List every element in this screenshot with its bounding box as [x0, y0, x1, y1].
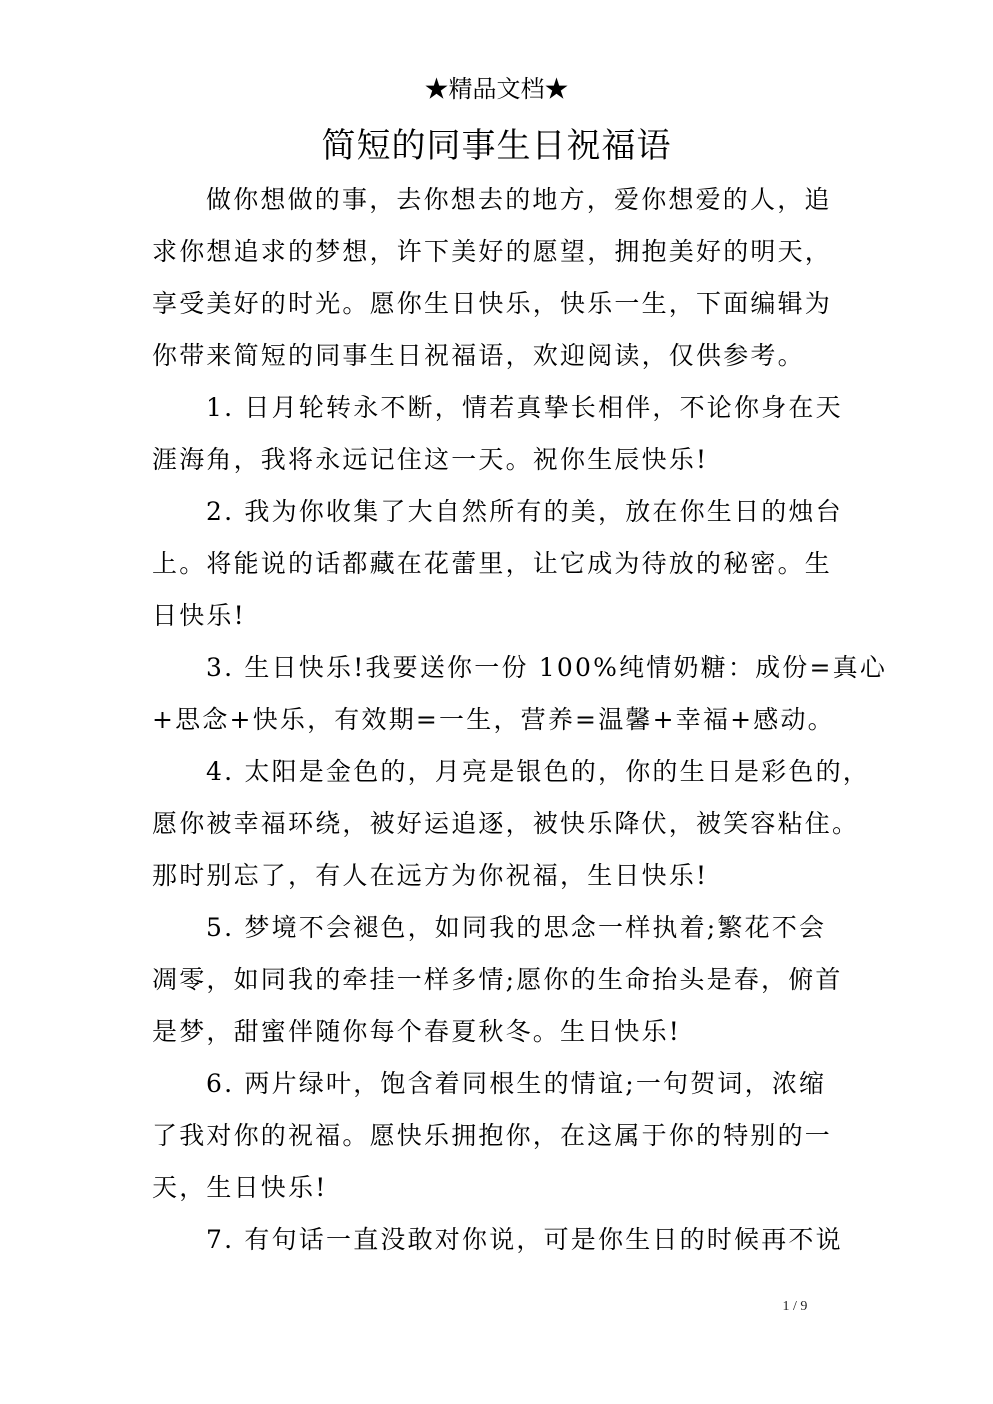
wish-1-line-1: 1. 日月轮转永不断，情若真挚长相伴，不论你身在天: [206, 393, 843, 422]
wish-6-line-2: 了我对你的祝福。愿快乐拥抱你，在这属于你的特别的一: [152, 1121, 833, 1150]
wish-3-line-1: 3. 生日快乐!我要送你一份 100%纯情奶糖：成份=真心: [206, 653, 888, 682]
wish-2-line-3: 日快乐!: [152, 601, 246, 630]
wish-1-line-2: 涯海角，我将永远记住这一天。祝你生辰快乐!: [152, 445, 709, 474]
wish-3-line-2: +思念+快乐，有效期=一生，营养=温馨+幸福+感动。: [152, 705, 835, 734]
page-title: 简短的同事生日祝福语: [321, 126, 672, 166]
wish-4-line-3: 那时别忘了，有人在远方为你祝福，生日快乐!: [152, 861, 709, 890]
wish-2-line-2: 上。将能说的话都藏在花蕾里，让它成为待放的秘密。生: [152, 549, 833, 578]
intro-line-3: 享受美好的时光。愿你生日快乐，快乐一生，下面编辑为: [152, 289, 833, 318]
header-mark: ★精品文档★: [424, 75, 569, 103]
intro-line-1: 做你想做的事，去你想去的地方，爱你想爱的人，追: [206, 185, 832, 214]
wish-6-line-3: 天，生日快乐!: [152, 1173, 328, 1202]
wish-5-line-2: 凋零，如同我的牵挂一样多情;愿你的生命抬头是春，俯首: [152, 965, 843, 994]
wish-7-line-1: 7. 有句话一直没敢对你说，可是你生日的时候再不说: [206, 1225, 843, 1254]
wish-5-line-3: 是梦，甜蜜伴随你每个春夏秋冬。生日快乐!: [152, 1017, 682, 1046]
intro-line-4: 你带来简短的同事生日祝福语，欢迎阅读，仅供参考。: [152, 341, 805, 370]
wish-5-line-1: 5. 梦境不会褪色，如同我的思念一样执着;繁花不会: [206, 913, 827, 942]
intro-line-2: 求你想追求的梦想，许下美好的愿望，拥抱美好的明天，: [152, 237, 833, 266]
wish-6-line-1: 6. 两片绿叶，饱含着同根生的情谊;一句贺词，浓缩: [206, 1069, 827, 1098]
page-number: 1 / 9: [782, 1299, 808, 1314]
wish-2-line-1: 2. 我为你收集了大自然所有的美，放在你生日的烛台: [206, 497, 843, 526]
wish-4-line-2: 愿你被幸福环绕，被好运追逐，被快乐降伏，被笑容粘住。: [152, 809, 860, 838]
document-body: [152, 180, 888, 1272]
wish-4-line-1: 4. 太阳是金色的，月亮是银色的，你的生日是彩色的，: [206, 757, 871, 786]
